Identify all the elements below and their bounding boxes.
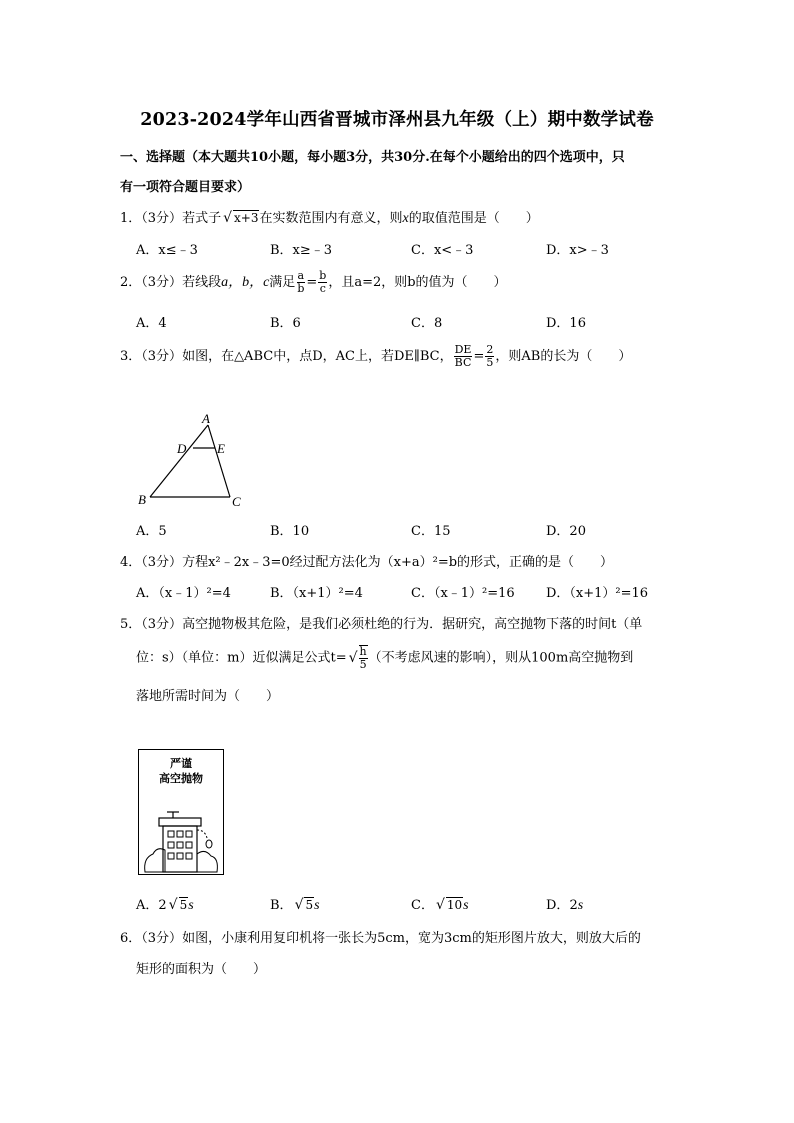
q1-score: （3分） <box>141 211 183 226</box>
sqrt-symbol: √ <box>294 897 304 913</box>
q5-option-d-unit: s <box>577 898 584 913</box>
q2-option-b: B．6 <box>270 316 301 331</box>
q3-frac2-num: 2 <box>486 343 494 356</box>
q6-score: （3分） <box>141 931 183 946</box>
q4-option-b: B．（x+1）²=4 <box>270 586 363 601</box>
q5-option-c-label: C． <box>411 898 434 913</box>
q3-eq: = <box>473 349 485 364</box>
q3-frac2-den: 5 <box>486 356 494 369</box>
q2-frac1-den: b <box>297 282 305 295</box>
q3-fraction-2 <box>485 344 494 369</box>
q5-line2-pre: 位：s）（单位：m）近似满足公式t= <box>136 650 347 666</box>
q2-number: 2． <box>120 275 142 290</box>
q2-mid: 满足 <box>269 275 296 290</box>
q1-text-post: 在实数范围内有意义，则 <box>259 211 403 226</box>
q3-score: （3分） <box>141 349 183 364</box>
q2-option-d: D．16 <box>546 316 586 331</box>
q2-frac2-num: b <box>319 269 327 282</box>
q1-number: 1． <box>120 211 142 226</box>
question-1 <box>120 207 539 227</box>
q6-line1: 如图，小康利用复印机将一张长为5cm，宽为3cm的矩形图片放大，则放大后的 <box>182 931 641 946</box>
question-3 <box>120 344 631 369</box>
question-6-line1 <box>120 927 641 946</box>
q1-text-pre: 若式子 <box>182 211 222 226</box>
question-5-line2 <box>136 645 633 671</box>
q5-option-a-unit: s <box>188 898 194 913</box>
q4-option-d: D．（x+1）²=16 <box>546 586 649 601</box>
q5-option-b-label: B． <box>270 898 293 913</box>
q2-option-c: C．8 <box>411 316 443 331</box>
q5-frac-num: h <box>359 645 367 658</box>
question-5-line1 <box>120 613 642 632</box>
q1-radicand: x+3 <box>234 211 259 225</box>
label-a: A <box>202 411 210 426</box>
q2-frac1-num: a <box>297 269 305 282</box>
q3-option-a: A．5 <box>136 524 167 539</box>
warning-sign <box>138 749 224 875</box>
q5-option-c <box>411 894 469 914</box>
q5-line1: 高空抛物极其危险，是我们必须杜绝的行为．据研究，高空抛物下落的时间t（单 <box>182 617 643 632</box>
q3-pre: 如图，在△ABC中，点D，AC上，若DE∥BC， <box>182 349 453 364</box>
q5-option-c-unit: s <box>463 898 469 913</box>
building-icon <box>139 792 223 874</box>
q5-option-b <box>270 894 320 914</box>
sign-line2: 高空抛物 <box>159 772 203 785</box>
q1-option-d: D．x>﹣3 <box>546 243 609 258</box>
q4-option-c: C．（x﹣1）²=16 <box>411 586 515 601</box>
q3-frac1-num: DE <box>454 343 472 356</box>
question-2 <box>120 270 507 295</box>
q2-pre: 若线段 <box>182 275 222 290</box>
q4-option-a: A．（x﹣1）²=4 <box>136 586 231 601</box>
q5-option-a-coef: 2 <box>158 898 167 913</box>
q6-number: 6． <box>120 931 142 946</box>
label-e: E <box>217 441 225 456</box>
question-5-line3: 落地所需时间为（ ） <box>136 689 280 704</box>
sign-line1: 严谨 <box>170 757 192 770</box>
q1-var: x <box>402 211 409 226</box>
q3-number: 3． <box>120 349 142 364</box>
q3-fraction-1 <box>454 344 473 369</box>
q2-fraction-2 <box>318 270 327 295</box>
q3-option-c: C．15 <box>411 524 451 539</box>
label-c: C <box>232 494 241 509</box>
sqrt-symbol: √ <box>223 210 232 226</box>
q5-option-d-coef: 2 <box>569 898 578 913</box>
q2-fraction-1 <box>296 270 305 295</box>
question-6-line2: 矩形的面积为（ ） <box>136 962 267 977</box>
q4-text: 方程x²﹣2x﹣3=0经过配方法化为（x+a）²=b的形式，正确的是（ ） <box>182 555 614 570</box>
q4-number: 4． <box>120 555 142 570</box>
sqrt-symbol: √ <box>168 897 178 913</box>
q3-tail: ，则AB的长为（ ） <box>495 349 632 364</box>
q1-option-a: A．x≤﹣3 <box>136 243 198 258</box>
q5-option-d-label: D． <box>546 898 570 913</box>
side-ac <box>208 425 230 497</box>
sqrt-symbol: √ <box>348 649 358 666</box>
q5-option-a-radicand: 5 <box>179 898 188 912</box>
q2-eq: = <box>306 275 318 290</box>
q2-frac2-den: c <box>319 282 326 295</box>
side-ab <box>150 425 208 497</box>
q1-option-b: B．x≥﹣3 <box>270 243 333 258</box>
q5-sqrt-fraction <box>359 645 368 671</box>
page-title: 2023-2024学年山西省晋城市泽州县九年级（上）期中数学试卷 <box>140 110 654 130</box>
q5-line2-post: （不考虑风速的影响），则从100m高空抛物到 <box>368 650 634 666</box>
q5-option-b-unit: s <box>314 898 320 913</box>
q5-option-b-radicand: 5 <box>305 898 314 912</box>
q1-option-c: C．x<﹣3 <box>411 243 474 258</box>
question-4 <box>120 551 613 570</box>
q5-frac-den: 5 <box>359 658 367 671</box>
q5-number: 5． <box>120 617 142 632</box>
triangle-figure <box>130 405 260 515</box>
q4-score: （3分） <box>141 555 183 570</box>
q3-option-d: D．20 <box>546 524 586 539</box>
section-heading-line1: 一、选择题（本大题共10小题，每小题3分，共30分.在每个小题给出的四个选项中，只 <box>120 150 625 165</box>
q5-score: （3分） <box>141 617 183 632</box>
label-b: B <box>138 492 146 507</box>
q1-tail: 的取值范围是（ ） <box>408 211 539 226</box>
q2-option-a: A．4 <box>136 316 167 331</box>
q3-frac1-den: BC <box>454 356 472 369</box>
q5-option-c-radicand: 10 <box>446 898 463 912</box>
q3-option-b: B．10 <box>270 524 310 539</box>
q5-option-d <box>546 894 583 914</box>
sqrt-symbol: √ <box>435 897 445 913</box>
q2-vars: a，b，c <box>221 275 270 290</box>
label-d: D <box>177 441 187 456</box>
q2-score: （3分） <box>141 275 183 290</box>
q5-option-a <box>136 894 194 914</box>
q5-option-a-label: A． <box>136 898 159 913</box>
q2-cond: ，且a=2，则b的值为（ ） <box>328 275 507 290</box>
section-heading-line2: 有一项符合题目要求） <box>120 180 251 195</box>
